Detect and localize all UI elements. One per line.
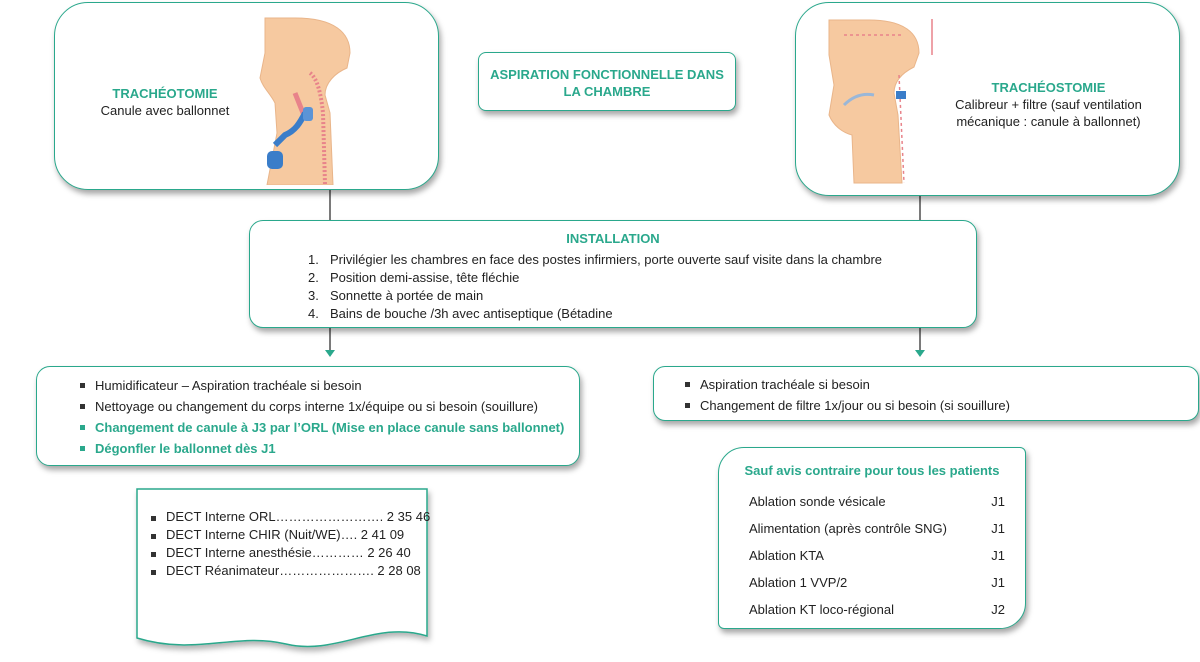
table-row: Alimentation (après contrôle SNG) J1 bbox=[749, 521, 1005, 536]
list-item: Humidificateur – Aspiration trachéale si besoin bbox=[77, 375, 564, 396]
tracheotomie-box bbox=[54, 2, 439, 190]
table-row: Ablation 1 VVP/2 J1 bbox=[749, 575, 1005, 590]
list-item: Changement de canule à J3 par l’ORL (Mise en place canule sans ballonnet) bbox=[77, 417, 564, 438]
dect-item: DECT Réanimateur…………………. 2 28 08 bbox=[148, 562, 430, 580]
aspiration-line1: ASPIRATION FONCTIONNELLE DANS bbox=[490, 67, 724, 82]
dect-list bbox=[148, 508, 430, 580]
connector-right-bottom bbox=[919, 327, 921, 351]
right-care-box bbox=[653, 366, 1199, 421]
patients-box bbox=[718, 447, 1026, 629]
installation-item: 4. Bains de bouche /3h avec antiseptique (Bétadine bbox=[308, 306, 613, 321]
list-item: Nettoyage ou changement du corps interne 1x/équipe ou si besoin (souillure) bbox=[77, 396, 564, 417]
table-row: Ablation KTA J1 bbox=[749, 548, 1005, 563]
installation-item: 1. Privilégier les chambres en face des postes infirmiers, porte ouverte sauf visite dans la chambre bbox=[308, 252, 883, 267]
tracheotomie-illustration bbox=[255, 13, 385, 185]
installation-box bbox=[249, 220, 977, 328]
left-care-box bbox=[36, 366, 580, 466]
aspiration-box bbox=[478, 52, 736, 111]
tracheostomie-line2: mécanique : canule à ballonnet) bbox=[956, 114, 1141, 129]
tracheotomie-subtitle: Canule avec ballonnet bbox=[100, 103, 230, 118]
left-care-list bbox=[77, 375, 564, 459]
installation-item: 2. Position demi-assise, tête fléchie bbox=[308, 270, 520, 285]
tracheotomie-title: TRACHÉOTOMIE bbox=[112, 86, 218, 101]
dect-item: DECT Interne CHIR (Nuit/WE)…. 2 41 09 bbox=[148, 526, 430, 544]
tracheostomie-box bbox=[795, 2, 1180, 196]
list-item: Dégonfler le ballonnet dès J1 bbox=[77, 438, 564, 459]
list-item: Aspiration trachéale si besoin bbox=[682, 374, 1010, 395]
table-row: Ablation sonde vésicale J1 bbox=[749, 494, 1005, 509]
arrow-down-right bbox=[915, 350, 925, 357]
connector-left-top bbox=[329, 190, 331, 222]
dect-item: DECT Interne ORL……………………. 2 35 46 bbox=[148, 508, 430, 526]
aspiration-line2: LA CHAMBRE bbox=[563, 84, 651, 99]
installation-title: INSTALLATION bbox=[566, 231, 660, 246]
patients-table bbox=[749, 488, 1005, 623]
list-item: Changement de filtre 1x/jour ou si besoin (si souillure) bbox=[682, 395, 1010, 416]
table-row: Ablation KT loco-régional J2 bbox=[749, 602, 1005, 617]
patients-title: Sauf avis contraire pour tous les patients bbox=[744, 463, 1000, 478]
installation-list bbox=[308, 251, 882, 323]
tracheostomie-illustration bbox=[824, 15, 944, 185]
connector-right-top bbox=[919, 196, 921, 222]
connector-left-bottom bbox=[329, 327, 331, 351]
right-care-list bbox=[682, 374, 1010, 416]
installation-item: 3. Sonnette à portée de main bbox=[308, 288, 484, 303]
arrow-down-left bbox=[325, 350, 335, 357]
dect-item: DECT Interne anesthésie………… 2 26 40 bbox=[148, 544, 430, 562]
tracheostomie-line1: Calibreur + filtre (sauf ventilation bbox=[955, 97, 1142, 112]
tracheostomie-title: TRACHÉOSTOMIE bbox=[991, 80, 1106, 95]
